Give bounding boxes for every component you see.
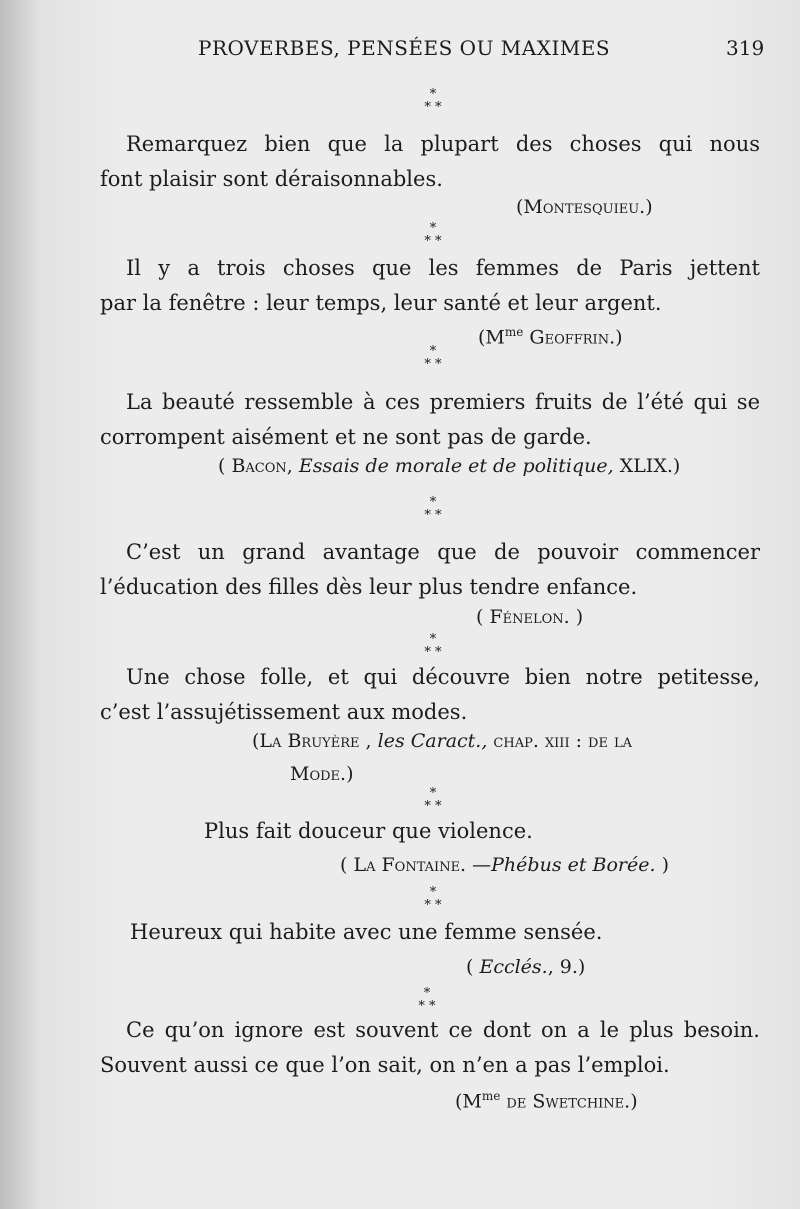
quote-line: Ce qu’on ignore est souvent ce dont on a le plus besoin.	[126, 1018, 760, 1042]
quote-block	[100, 660, 760, 730]
attribution: ( Ecclés., 9.)	[466, 956, 586, 978]
attribution-continued: Mode.)	[290, 763, 354, 785]
attribution: ( Fénelon. )	[476, 606, 584, 628]
quote-line: La beauté ressemble à ces premiers fruits de l’été qui se	[126, 390, 760, 414]
attribution: (Montesquieu.)	[516, 196, 653, 218]
asterism-separator: * * *	[424, 632, 442, 660]
quote-line: corrompent aisément et ne sont pas de garde.	[100, 425, 592, 449]
asterism-separator: * * *	[424, 87, 442, 115]
asterism-separator: * * *	[418, 986, 436, 1014]
asterism-separator: * * *	[424, 221, 442, 249]
quote-line: Remarquez bien que la plupart des choses qui nous	[126, 132, 760, 156]
running-title: PROVERBES, PENSÉES OU MAXIMES	[198, 36, 611, 60]
quote-block	[100, 385, 760, 455]
quote-block	[204, 814, 800, 849]
attribution: ( Bacon, Essais de morale et de politique, XLIX.)	[218, 455, 681, 477]
quote-block	[100, 127, 760, 197]
attribution: ($M^{me}$ Geoffrin.)	[478, 325, 623, 349]
asterism-separator: * * *	[424, 786, 442, 814]
quote-line: c’est l’assujétissement aux modes.	[100, 700, 468, 724]
attribution: (La Bruyère , les Caract., chap. xiii : de la	[252, 730, 633, 752]
asterism-separator: * * *	[424, 885, 442, 913]
quote-line: font plaisir sont déraisonnables.	[100, 167, 443, 191]
quote-line: Heureux qui habite avec une femme sensée.	[130, 920, 603, 944]
quote-line: Plus fait douceur que violence.	[204, 819, 533, 843]
attribution: ( La Fontaine. —Phébus et Borée. )	[340, 854, 669, 876]
quote-line: Une chose folle, et qui découvre bien notre petitesse,	[126, 665, 760, 689]
quote-block	[100, 535, 760, 605]
page-number: 319	[726, 36, 765, 60]
quote-block	[100, 251, 760, 321]
quote-block	[130, 915, 790, 950]
asterism-separator: * * *	[424, 495, 442, 523]
quote-line: Souvent aussi ce que l’on sait, on n’en a pas l’emploi.	[100, 1053, 670, 1077]
quote-line: C’est un grand avantage que de pouvoir commencer	[126, 540, 760, 564]
quote-line: par la fenêtre : leur temps, leur santé et leur argent.	[100, 291, 662, 315]
asterism-separator: * * *	[424, 344, 442, 372]
quote-line: l’éducation des filles dès leur plus tendre enfance.	[100, 575, 638, 599]
attribution: ($M^{me}$ de Swetchine.)	[455, 1089, 638, 1113]
quote-block	[100, 1013, 760, 1083]
quote-line: Il y a trois choses que les femmes de Paris jettent	[126, 256, 760, 280]
